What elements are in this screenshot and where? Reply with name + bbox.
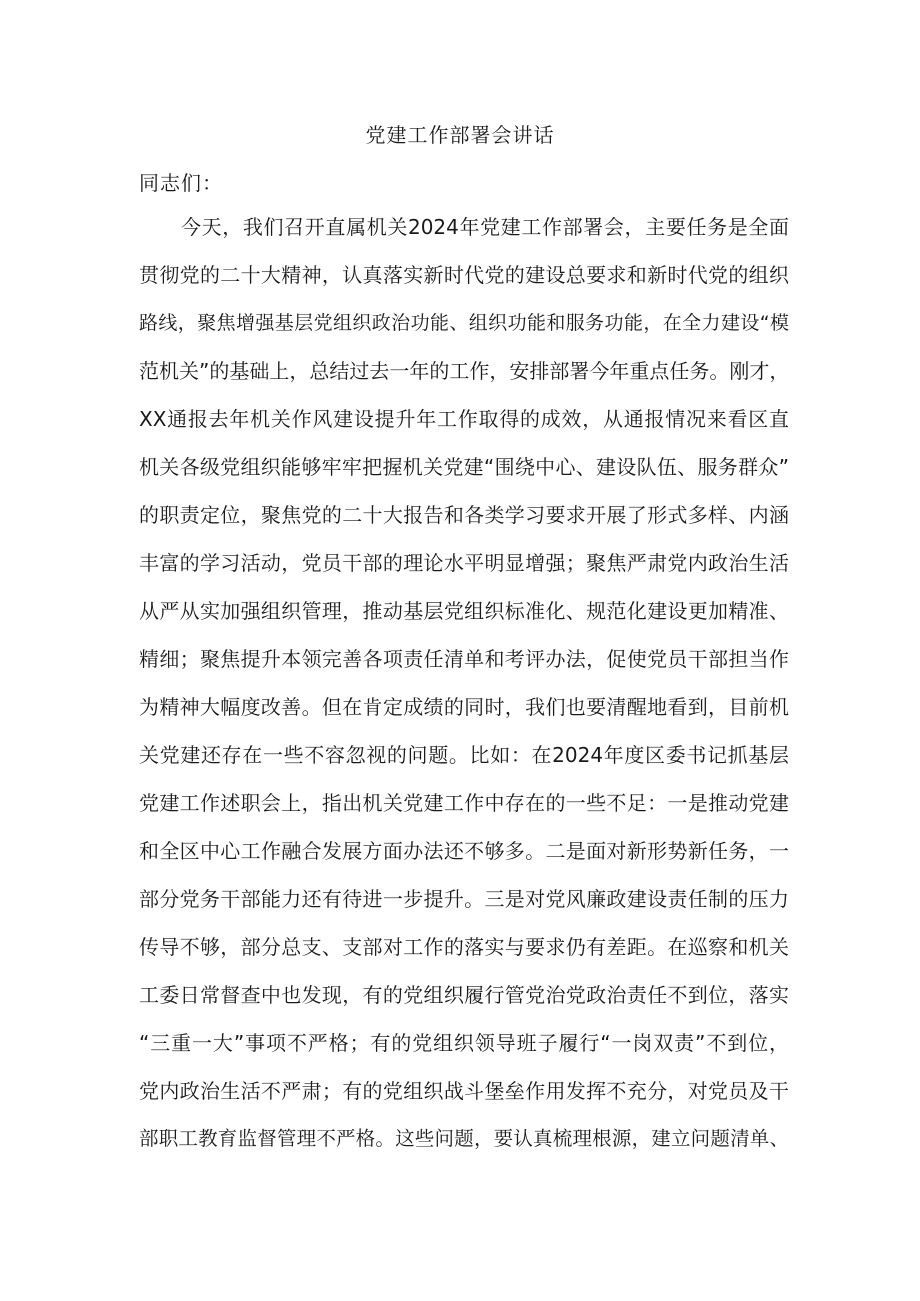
body-text (139, 212, 789, 1172)
text-line: 范机关”的基础上，总结过去一年的工作，安排部署今年重点任务。刚才， (139, 359, 790, 383)
text-line: 从严从实加强组织管理，推动基层党组织标准化、规范化建设更加精准、 (139, 599, 789, 623)
greeting: 同志们： (139, 171, 223, 195)
text-line: 部分党务干部能力还有待进一步提升。三是对党风廉政建设责任制的压力 (139, 887, 789, 911)
text-line: 今天，我们召开直属机关2024年党建工作部署会，主要任务是全面 (181, 215, 789, 239)
text-line: 党建工作述职会上，指出机关党建工作中存在的一些不足：一是推动党建 (139, 791, 789, 815)
text-line: 丰富的学习活动，党员干部的理论水平明显增强；聚焦严肃党内政治生活 (139, 551, 789, 575)
text-line: 党内政治生活不严肃；有的党组织战斗堡垒作用发挥不充分，对党员及干 (139, 1079, 789, 1103)
text-line: 部职工教育监督管理不严格。这些问题，要认真梳理根源，建立问题清单、 (139, 1127, 789, 1150)
text-line: 工委日常督查中也发现，有的党组织履行管党治党政治责任不到位，落实 (139, 983, 789, 1007)
text-line: XX通报去年机关作风建设提升年工作取得的成效，从通报情况来看区直 (139, 407, 789, 431)
text-line: 传导不够，部分总支、支部对工作的落实与要求仍有差距。在巡察和机关 (139, 935, 789, 959)
text-line: 精细；聚焦提升本领完善各项责任清单和考评办法，促使党员干部担当作 (139, 647, 789, 671)
text-line: “三重一大”事项不严格；有的党组织领导班子履行“一岗双责”不到位， (139, 1031, 789, 1055)
text-line: 的职责定位，聚焦党的二十大报告和各类学习要求开展了形式多样、内涵 (139, 503, 789, 527)
text-line: 机关各级党组织能够牢牢把握机关党建“围绕中心、建设队伍、服务群众” (139, 455, 789, 479)
text-line: 为精神大幅度改善。但在肯定成绩的同时，我们也要清醒地看到，目前机 (139, 695, 789, 719)
text-line: 关党建还存在一些不容忽视的问题。比如：在2024年度区委书记抓基层 (139, 743, 789, 767)
text-line: 和全区中心工作融合发展方面办法还不够多。二是面对新形势新任务，一 (139, 839, 789, 863)
text-line: 贯彻党的二十大精神，认真落实新时代党的建设总要求和新时代党的组织 (139, 263, 789, 287)
document-title: 党建工作部署会讲话 (365, 123, 555, 147)
text-line: 路线，聚焦增强基层党组织政治功能、组织功能和服务功能，在全力建设“模 (139, 312, 789, 334)
